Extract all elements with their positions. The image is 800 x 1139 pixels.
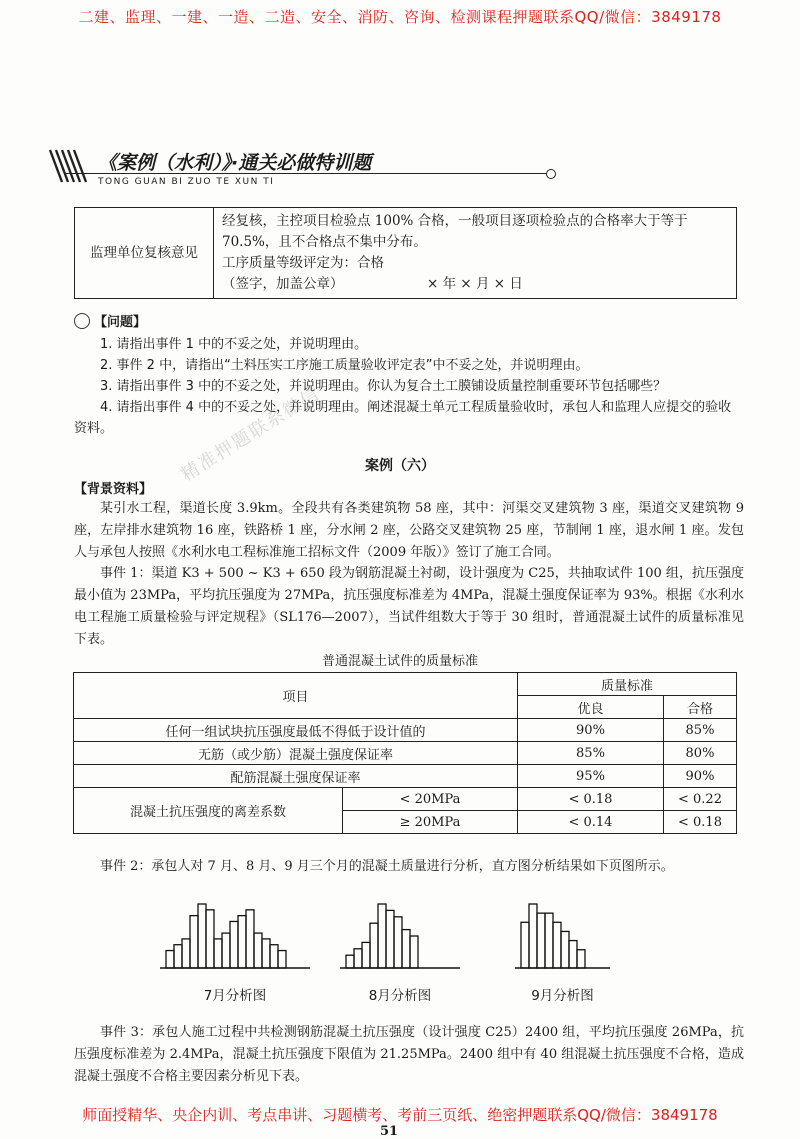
histogram-bar bbox=[214, 939, 222, 968]
question-item: 1. 请指出事件 1 中的不妥之处，并说明理由。 bbox=[100, 337, 368, 352]
event-3-text: 事件 3：承包人施工过程中共检测钢筋混凝土抗压强度（设计强度 C25）2400 组，平均抗压强度 26MPa，抗压强度标准差为 2.4MPa，混凝土抗压强度下限值为 21.25MPa。2400 组中有 40 组混凝土抗压强度不合格，造成混凝土强度不合格主要因素分析见下表。 bbox=[74, 1025, 744, 1084]
page-number: 51 bbox=[380, 1124, 399, 1139]
review-sign: （签字，加盖公章） bbox=[222, 276, 344, 292]
histogram-bar bbox=[270, 945, 278, 968]
header-pass: 合格 bbox=[663, 696, 736, 719]
histogram-bar bbox=[278, 951, 286, 968]
case-body bbox=[74, 498, 744, 651]
histogram-bar bbox=[521, 922, 529, 968]
histogram-bar bbox=[230, 921, 238, 968]
question-item: 3. 请指出事件 3 中的不妥之处，并说明理由。你认为复合土工膜铺设质量控制重要环节包括哪些？ bbox=[100, 379, 667, 394]
bottom-banner: 师面授精华、央企内训、考点串讲、习题横考、考前三页纸、绝密押题联系QQ/微信：3849178 bbox=[82, 1106, 718, 1124]
histogram-bar bbox=[394, 917, 402, 968]
header-subtitle: TONG GUAN BI ZUO TE XUN TI bbox=[98, 177, 275, 187]
histogram-july bbox=[160, 898, 310, 1004]
header-standard: 质量标准 bbox=[517, 673, 736, 696]
histogram-caption: 7月分析图 bbox=[203, 988, 267, 1004]
histogram-bar bbox=[569, 941, 577, 968]
row-item: 无筋（或少筋）混凝土强度保证率 bbox=[74, 742, 518, 765]
review-date: × 年 × 月 × 日 bbox=[427, 276, 523, 292]
histogram-bar bbox=[246, 910, 254, 968]
row-pass: 80% bbox=[663, 742, 736, 765]
review-line2: 工序质量等级评定为：合格 bbox=[222, 255, 384, 271]
questions-list bbox=[74, 334, 744, 439]
histogram-caption: 8月分析图 bbox=[368, 988, 432, 1004]
histogram-september bbox=[515, 898, 610, 1004]
row-item: 配筋混凝土强度保证率 bbox=[74, 765, 518, 788]
review-sign-row bbox=[222, 274, 728, 295]
case-paragraph-2: 事件 1：渠道 K3 + 500 ~ K3 + 650 段为钢筋混凝土衬砌，设计强度为 C25，共抽取试件 100 组，抗压强度最小值为 23MPa，平均抗压强度为 27MPa，抗压强度标准差为 4MPa，混凝土强度保证率为 93%。根据《水利水电工程施工质量检验与评定规程》（SL176—2007），当试件组数大于等于 30 组时，普通混凝土试件的质量标准见下表。 bbox=[74, 566, 744, 647]
histogram-august-plot bbox=[340, 898, 460, 970]
histogram-bar bbox=[190, 916, 198, 968]
histogram-bar bbox=[174, 945, 182, 968]
histogram-bar bbox=[166, 951, 174, 968]
cv-condition: < 20MPa bbox=[343, 788, 518, 811]
questions-heading bbox=[74, 311, 146, 330]
question-bubble-icon bbox=[74, 313, 90, 329]
quality-standard-table bbox=[73, 672, 737, 834]
cv-excellent: < 0.14 bbox=[517, 811, 663, 834]
cv-condition: ≥ 20MPa bbox=[343, 811, 518, 834]
histogram-bar bbox=[254, 933, 262, 968]
histogram-september-plot bbox=[515, 898, 610, 970]
header-item: 项目 bbox=[74, 673, 518, 719]
top-banner: 二建、监理、一建、一造、二造、安全、消防、咨询、检测课程押题联系QQ/微信：3849178 bbox=[78, 8, 722, 26]
watermark: 精准押题联系微信 bbox=[177, 382, 325, 486]
case-paragraph-1: 某引水工程，渠道长度 3.9km。全段共有各类建筑物 58 座，其中：河渠交叉建筑物 3 座，渠道交叉建筑物 9 座，左岸排水建筑物 16 座，铁路桥 1 座，分水闸 2 座，公路交叉建筑物 25 座，节制闸 1 座，退水闸 1 座。发包人与承包人按照《水利水电工程标准施工招标文件（2009 年版）》签订了施工合同。 bbox=[74, 501, 744, 560]
histogram-bar bbox=[262, 939, 270, 968]
cv-excellent: < 0.18 bbox=[517, 788, 663, 811]
row-pass: 85% bbox=[663, 719, 736, 742]
histogram-bar bbox=[386, 910, 394, 968]
histogram-bar bbox=[561, 931, 569, 968]
histogram-bar bbox=[402, 930, 410, 968]
row-excellent: 90% bbox=[517, 719, 663, 742]
header-title: 《案例（水利）》·通关必做特训题 bbox=[98, 152, 372, 174]
histogram-bar bbox=[362, 942, 370, 968]
table-caption: 普通混凝土试件的质量标准 bbox=[321, 654, 478, 669]
review-content bbox=[214, 208, 737, 299]
event-2: 事件 2：承包人对 7 月、8 月、9 月三个月的混凝土质量进行分析，直方图分析结果如下页图所示。 bbox=[100, 859, 674, 874]
row-excellent: 85% bbox=[517, 742, 663, 765]
question-item: 2. 事件 2 中，请指出“土料压实工序施工质量验收评定表”中不妥之处，并说明理由。 bbox=[100, 358, 589, 373]
histogram-bar bbox=[378, 904, 386, 968]
histogram-bar bbox=[198, 904, 206, 968]
questions-heading-text: 【问题】 bbox=[94, 315, 147, 330]
cv-label: 混凝土抗压强度的离差系数 bbox=[74, 788, 343, 834]
cv-pass: < 0.22 bbox=[663, 788, 736, 811]
row-item: 任何一组试块抗压强度最低不得低于设计值的 bbox=[74, 719, 518, 742]
histogram-bar bbox=[577, 950, 585, 968]
review-table bbox=[74, 207, 737, 299]
histogram-bar bbox=[346, 955, 354, 968]
review-label: 监理单位复核意见 bbox=[75, 208, 214, 299]
background-heading: 【背景资料】 bbox=[74, 482, 153, 497]
histogram-july-plot bbox=[160, 898, 310, 970]
histogram-bar bbox=[537, 913, 545, 968]
page-header bbox=[46, 142, 556, 192]
histogram-bar bbox=[370, 923, 378, 968]
row-pass: 90% bbox=[663, 765, 736, 788]
histogram-caption: 9月分析图 bbox=[531, 988, 594, 1004]
histogram-bar bbox=[222, 933, 230, 968]
histogram-august bbox=[340, 898, 460, 1004]
histogram-bar bbox=[545, 913, 553, 968]
histogram-bar bbox=[182, 939, 190, 968]
histogram-bar bbox=[410, 936, 418, 968]
row-excellent: 95% bbox=[517, 765, 663, 788]
histogram-bar bbox=[238, 916, 246, 968]
cv-pass: < 0.18 bbox=[663, 811, 736, 834]
event-3 bbox=[74, 1022, 744, 1088]
header-dot-icon bbox=[546, 169, 556, 179]
histogram-bar bbox=[553, 922, 561, 968]
histogram-bar bbox=[354, 949, 362, 968]
review-line1: 经复核，主控项目检验点 100% 合格，一般项目逐项检验点的合格率大于等于 70.5%，且不合格点不集中分布。 bbox=[222, 213, 688, 250]
question-item: 4. 请指出事件 4 中的不妥之处，并说明理由。阐述混凝土单元工程质量验收时，承包人和监理人应提交的验收资料。 bbox=[74, 400, 732, 436]
header-excellent: 优良 bbox=[517, 696, 663, 719]
case-title: 案例（六） bbox=[365, 458, 435, 474]
header-stripes-icon bbox=[46, 142, 102, 186]
histogram-bar bbox=[529, 904, 537, 968]
histogram-bar bbox=[206, 910, 214, 968]
header-rule bbox=[66, 173, 550, 174]
